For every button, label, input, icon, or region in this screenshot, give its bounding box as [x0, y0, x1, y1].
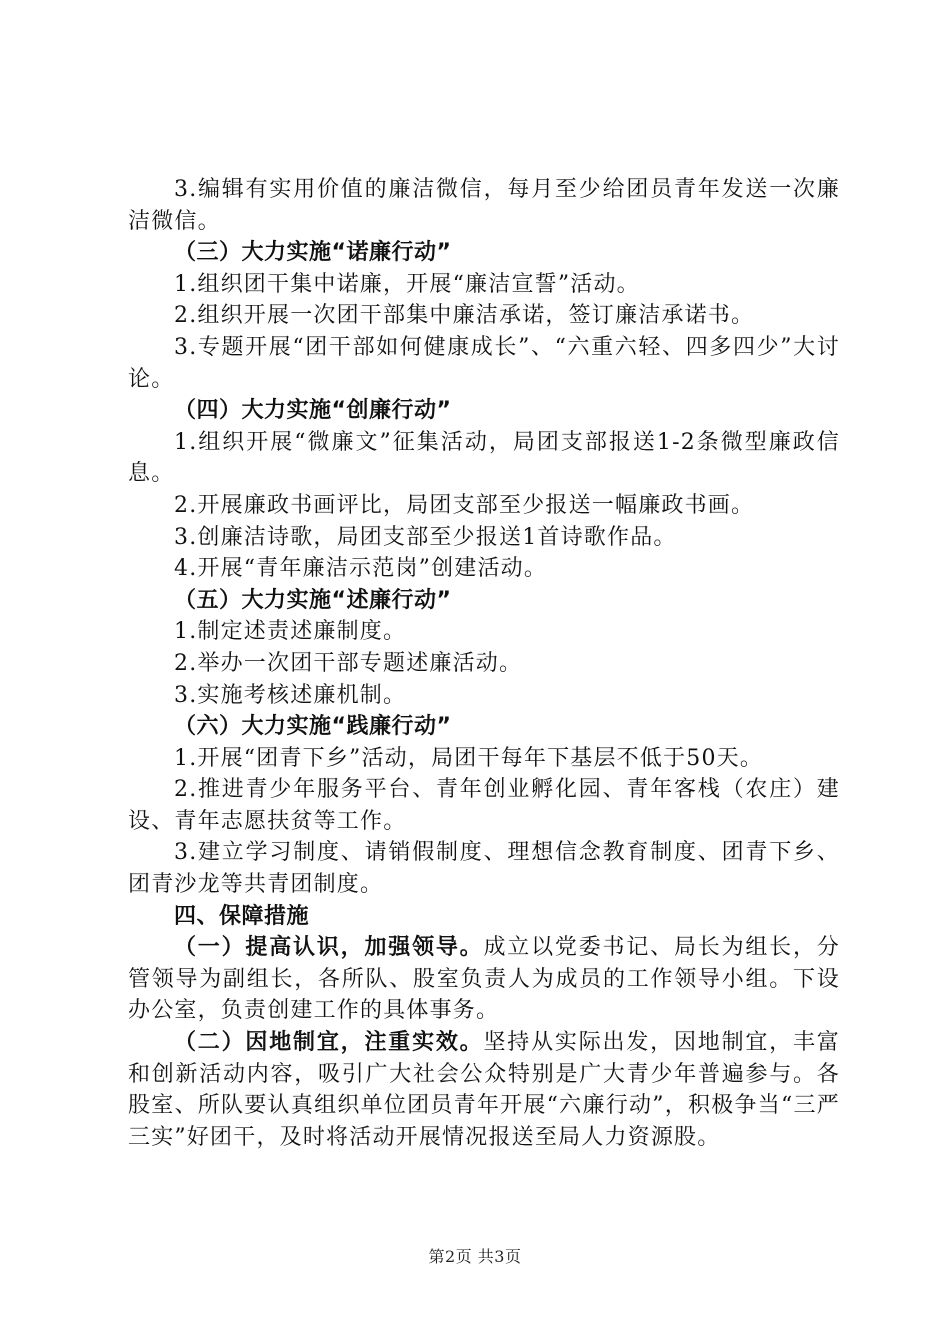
- paragraph-body: 成立以党委书记、局长为组长，分管领导为副组长，各所队、股室负责人为成员的工作领导小组。下设办公室，负责创建工作的具体事务。: [128, 935, 840, 1024]
- paragraph: 2.组织开展一次团干部集中廉洁承诺，签订廉洁承诺书。: [174, 303, 755, 329]
- paragraph-body: 坚持从实际出发，因地制宜，丰富和创新活动内容，吸引广大社会公众特别是广大青少年普遍参与。各股室、所队要认真组织单位团员青年开展“六廉行动”，积极争当“三严三实”好团干，及时将活动开展情况报送至局人力资源股。: [128, 1030, 840, 1150]
- paragraph: 3.建立学习制度、请销假制度、理想信念教育制度、团青下乡、团青沙龙等共青团制度。: [128, 840, 840, 898]
- paragraph-lead: （二）因地制宜，注重实效。: [174, 1030, 484, 1056]
- paragraph: 2.开展廉政书画评比，局团支部至少报送一幅廉政书画。: [174, 492, 755, 518]
- lead-paragraph: [128, 932, 840, 1027]
- section-heading: （六）大力实施“践廉行动”: [174, 714, 452, 740]
- section-heading: （三）大力实施“诺廉行动”: [174, 240, 452, 266]
- section-heading: 四、保障措施: [174, 903, 310, 929]
- document-body: [128, 174, 840, 1153]
- paragraph: 1.组织开展“微廉文”征集活动，局团支部报送1-2条微型廉政信息。: [128, 429, 840, 487]
- paragraph: 1.开展“团青下乡”活动，局团干每年下基层不低于50天。: [174, 745, 764, 771]
- lead-paragraph: [128, 1027, 840, 1153]
- paragraph: 3.创廉洁诗歌，局团支部至少报送1首诗歌作品。: [174, 524, 677, 550]
- page-number: 第2页 共3页: [428, 1247, 522, 1266]
- paragraph: 1.组织团干集中诺廉，开展“廉洁宣誓”活动。: [174, 271, 640, 297]
- paragraph: 3.编辑有实用价值的廉洁微信，每月至少给团员青年发送一次廉洁微信。: [128, 177, 840, 234]
- section-heading: （五）大力实施“述廉行动”: [174, 587, 452, 613]
- section-heading: （四）大力实施“创廉行动”: [174, 398, 452, 424]
- paragraph: 1.制定述责述廉制度。: [174, 619, 407, 645]
- paragraph: 2.举办一次团干部专题述廉活动。: [174, 650, 523, 676]
- paragraph: 2.推进青少年服务平台、青年创业孵化园、青年客栈（农庄）建设、青年志愿扶贫等工作。: [128, 777, 840, 834]
- paragraph-lead: （一）提高认识，加强领导。: [174, 935, 484, 961]
- paragraph: 3.专题开展“团干部如何健康成长”、“六重六轻、四多四少”大讨论。: [128, 334, 840, 392]
- paragraph: 4.开展“青年廉洁示范岗”创建活动。: [174, 556, 548, 582]
- page-footer: [0, 1244, 950, 1267]
- paragraph: 3.实施考核述廉机制。: [174, 682, 407, 708]
